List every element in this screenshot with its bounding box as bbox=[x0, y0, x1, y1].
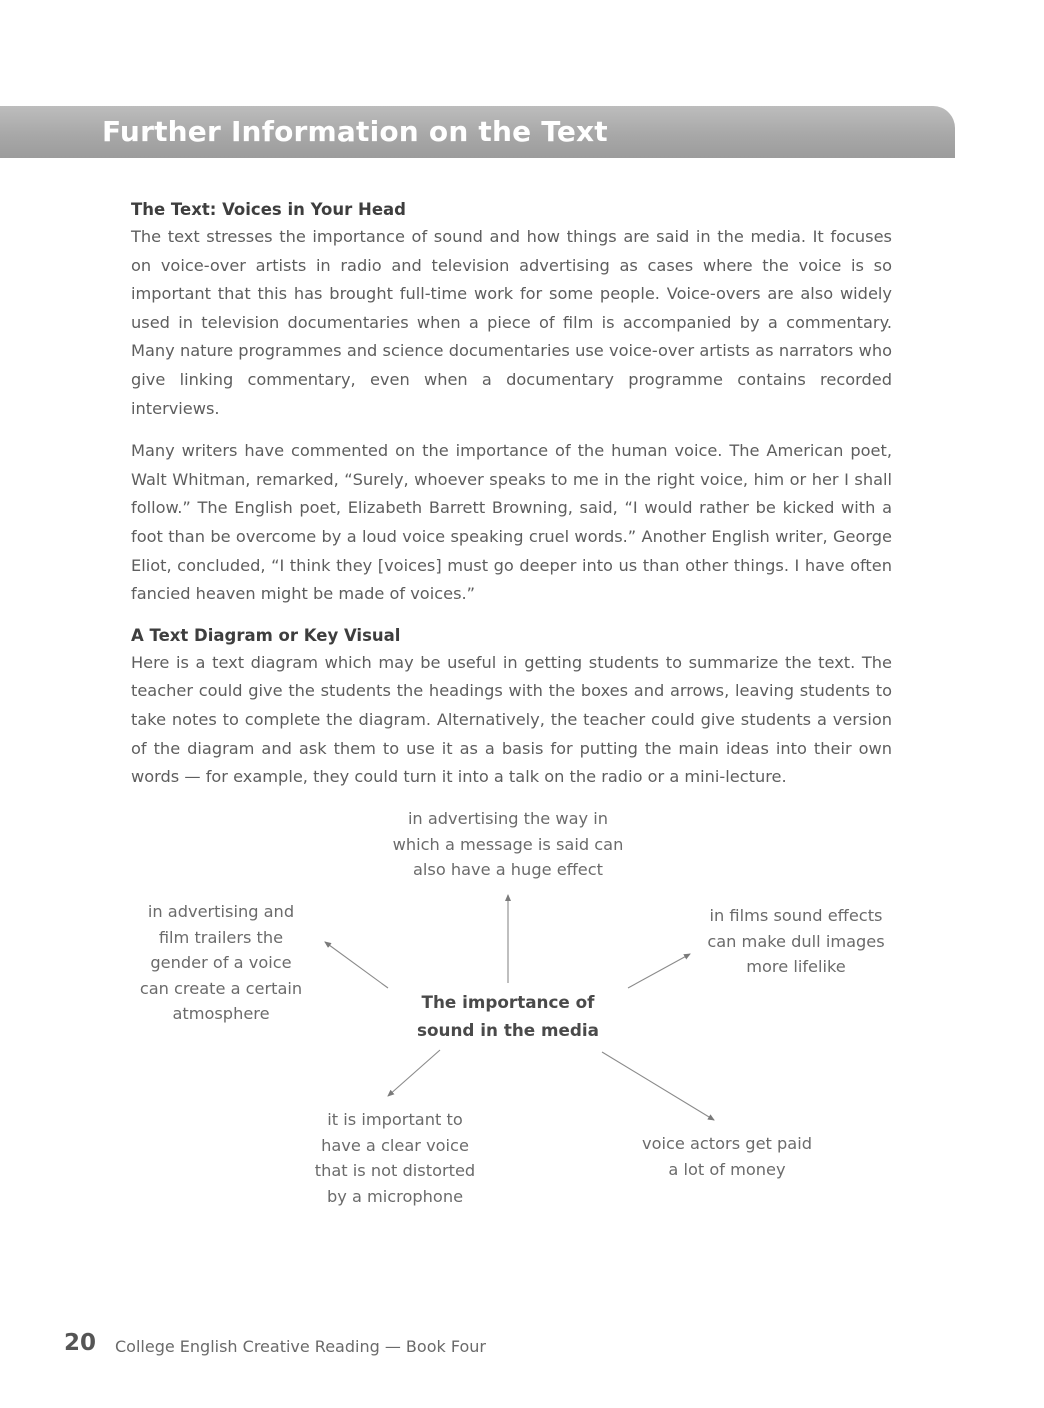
section-title: Further Information on the Text bbox=[102, 115, 608, 148]
arrow-lower-right bbox=[602, 1052, 714, 1120]
paragraph-quotes: Many writers have commented on the importance of the human voice. The American poet, Walt Whitman, remarked, “Surely, whoever speaks to me in the right voice, him or her I shall follow.” The English poet, Elizabeth Barrett Browning, said, “I would rather be kicked with a foot than be overcome by a loud voice speaking cruel words.” Another English writer, George Eliot, concluded, “I think they [voices] must go deeper into us than other things. I have often fancied heaven might be made of voices.” bbox=[131, 441, 892, 604]
page-number: 20 bbox=[64, 1330, 97, 1356]
diagram-center-node: The importance of sound in the media bbox=[417, 992, 599, 1040]
arrow-upper-left bbox=[325, 942, 388, 988]
book-title: College English Creative Reading — Book Four bbox=[115, 1337, 486, 1356]
diagram-bottom-right-note: voice actors get paid a lot of money bbox=[642, 1134, 812, 1179]
heading-the-text: The Text: Voices in Your Head bbox=[131, 200, 406, 219]
diagram-top-note: in advertising the way in which a message is said can also have a huge effect bbox=[392, 809, 624, 879]
paragraph-diagram-intro: Here is a text diagram which may be useful in getting students to summarize the text. The teacher could give the students the headings with the boxes and arrows, leaving students to take notes to complete the diagram. Alternatively, the teacher could give students a version of the diagram and ask them to use it as a basis for putting the main ideas into their own words — for example, they could turn it into a talk on the radio or a mini-lecture. bbox=[131, 652, 892, 787]
body-content bbox=[131, 197, 892, 792]
diagram-left-note: in advertising and film trailers the gender of a voice can create a certain atmosphere bbox=[139, 902, 303, 1023]
section-banner bbox=[0, 106, 955, 158]
paragraph-text-summary: The text stresses the importance of sound and how things are said in the media. It focuses on voice-over artists in radio and television advertising as cases where the voice is so important that this has brought full-time work for some people. Voice-overs are also widely used in television documentaries when a piece of film is accompanied by a commentary. Many nature programmes and science documentaries use voice-over artists as narrators who give linking commentary, even when a documentary programme contains recorded interviews. bbox=[131, 227, 892, 418]
diagram-right-note: in films sound effects can make dull images more lifelike bbox=[707, 906, 885, 976]
diagram-bottom-left-note: it is important to have a clear voice that is not distorted by a microphone bbox=[314, 1110, 476, 1206]
arrow-upper-right bbox=[628, 954, 690, 988]
arrow-lower-left bbox=[388, 1050, 440, 1096]
heading-text-diagram: A Text Diagram or Key Visual bbox=[131, 625, 401, 645]
